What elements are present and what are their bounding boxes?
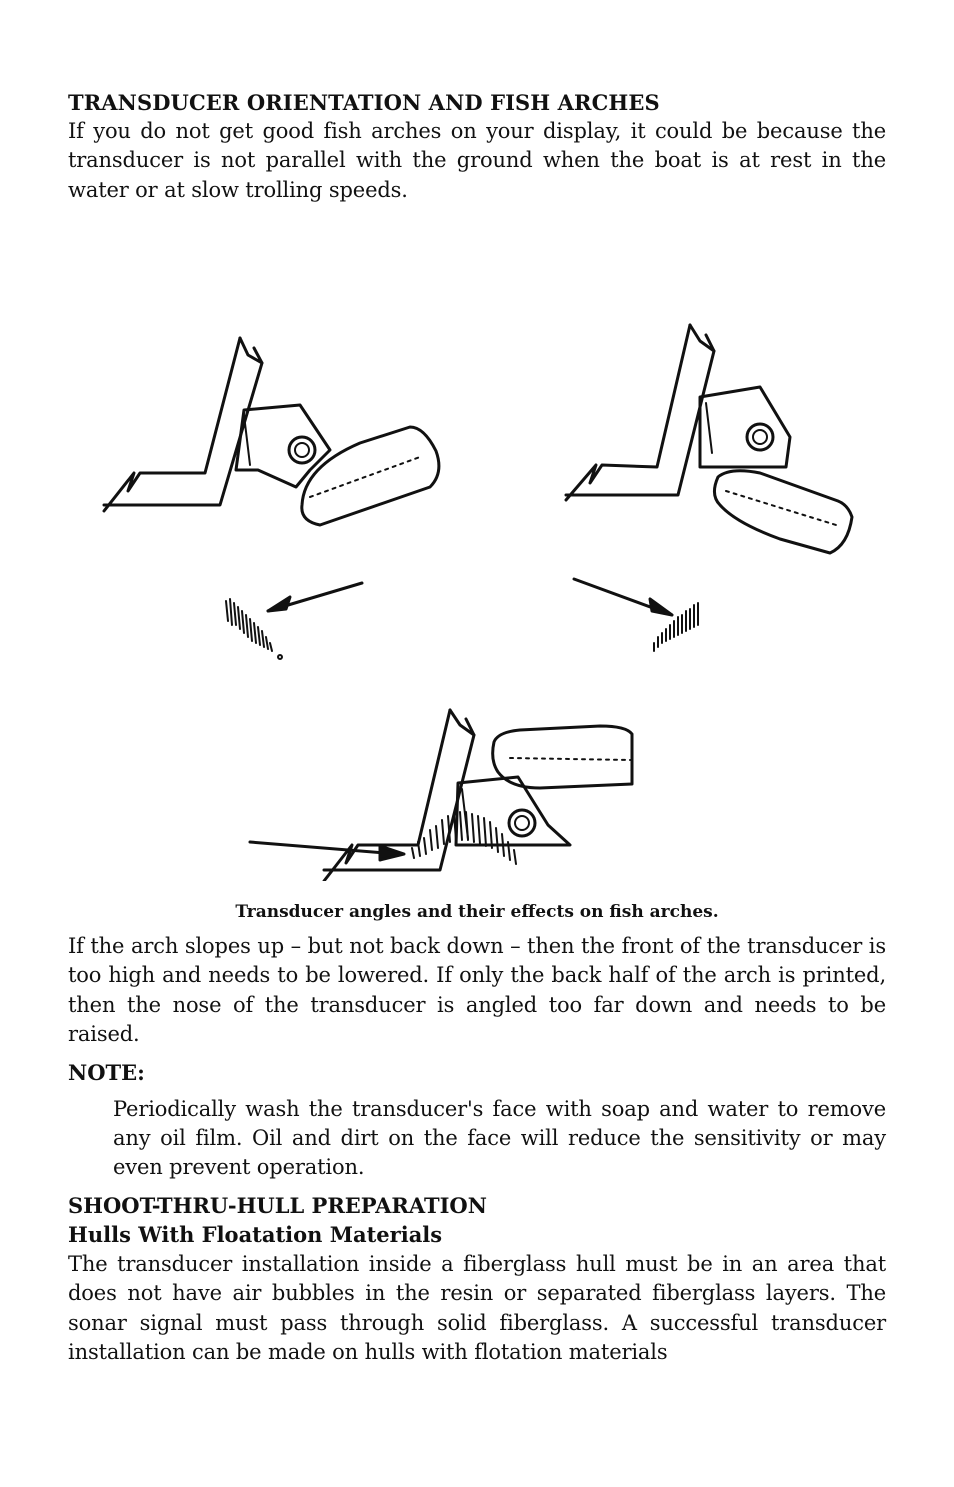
lower-text-block: [68, 896, 886, 1367]
arch-explanation-paragraph: If the arch slopes up – but not back down – then the front of the transducer is too high and needs to be lowered. If only the back half of the arch is printed, then the nose of the transducer is angled too far down and needs to be raised.: [68, 934, 886, 1047]
subheading-floatation: Hulls With Floatation Materials: [68, 1222, 443, 1248]
section-heading-orientation: TRANSDUCER ORIENTATION AND FISH ARCHES: [68, 90, 660, 115]
note-body: Periodically wash the transducer's face with soap and water to remove any oil film. Oil and dirt on the face will reduce the sensitivity or may even prevent operation.: [113, 1096, 886, 1180]
arrow-center: [250, 842, 398, 854]
intro-paragraph: If you do not get good fish arches on your display, it could be because the transducer is not parallel with the ground when the boat is at rest in the water or at slow trolling speeds.: [68, 119, 886, 202]
figure-caption: Transducer angles and their effects on fish arches.: [235, 902, 719, 922]
section-heading-shoot-thru-hull: SHOOT-THRU-HULL PREPARATION: [68, 1192, 487, 1218]
transducer-nose-down-illustration: [566, 325, 852, 553]
note-label: NOTE:: [68, 1059, 145, 1085]
full-fish-arch: [412, 812, 516, 864]
hull-paragraph: The transducer installation inside a fiberglass hull must be in an area that does not have air bubbles in the resin or separated fiberglass layers. The sonar signal must pass through solid fiberglass. A successful transducer installation can be made on hulls with flotation materials: [68, 1251, 886, 1365]
level-transducer-lower: [0, 720, 954, 900]
transducer-nose-up-illustration: [104, 338, 439, 525]
